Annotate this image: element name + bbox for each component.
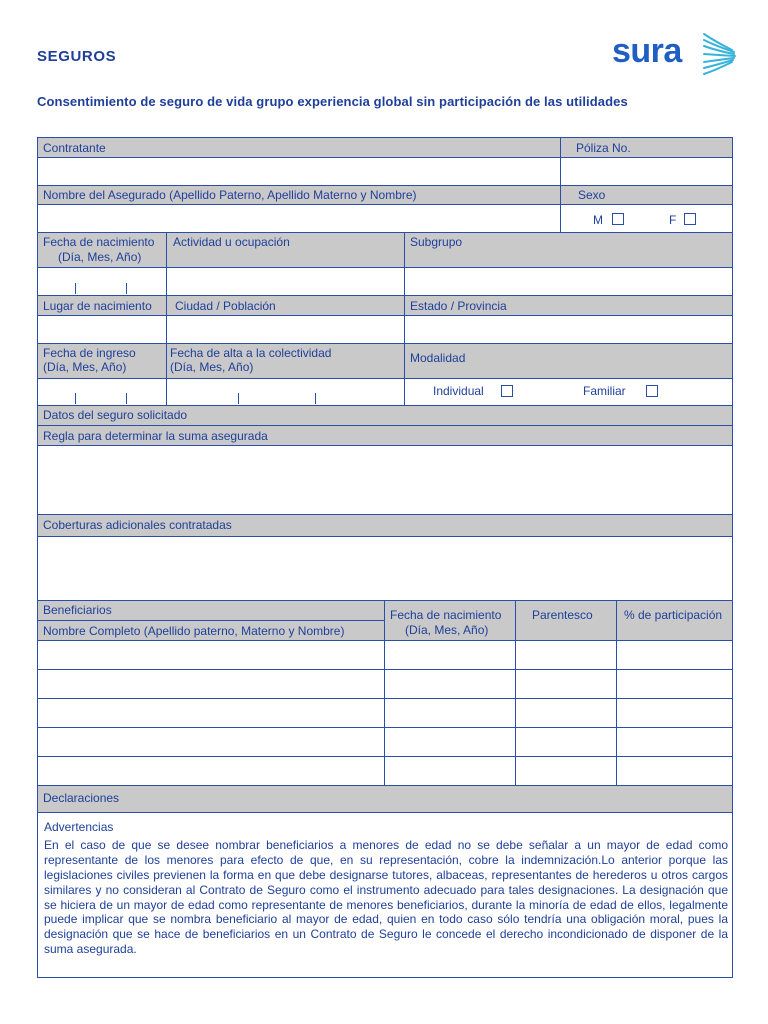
beneficiarios-label: Beneficiarios xyxy=(43,603,112,617)
ben-fecha-label: Fecha de nacimiento xyxy=(390,608,502,622)
estado-label: Estado / Provincia xyxy=(410,299,507,313)
header-band xyxy=(38,785,732,812)
brand-label: SEGUROS xyxy=(37,48,117,65)
fecha-ingreso-format: (Día, Mes, Año) xyxy=(43,360,127,374)
modalidad-label: Modalidad xyxy=(410,351,466,365)
sura-logo xyxy=(612,30,736,80)
advertencias-section xyxy=(44,820,728,957)
actividad-label: Actividad u ocupación xyxy=(173,235,290,249)
poliza-label: Póliza No. xyxy=(576,141,631,155)
fecha-alta-label: Fecha de alta a la colectividad xyxy=(170,346,332,360)
sexo-f-checkbox[interactable] xyxy=(684,213,696,225)
advertencias-text: En el caso de que se desee nombrar beneficiarios a menores de edad no se debe señalar a un mayor de edad como representante de los menores para efecto de que, en su representación, cobre la indemnización.Lo anterior porque las legislaciones civiles previenen la forma en que debe designarse tutores, albaceas, representantes de herederos u otros cargos similares y no consideran al Contrato de Seguro como el instrumento adecuado para tales designaciones. La designación que se hiciera de un mayor de edad como representante de menores beneficiarios, durante la minoría de edad de ellos, legalmente puede implicar que se nombra beneficiario al mayor de edad, quien en todo caso sólo tendría una obligación moral, pues la designación que se hace de beneficiarios en un Contrato de Seguro le concede el derecho incondicionado de disponer de la suma asegurada. xyxy=(44,837,728,957)
fecha-alta-format: (Día, Mes, Año) xyxy=(170,360,254,374)
sexo-label: Sexo xyxy=(578,188,606,202)
declaraciones-label: Declaraciones xyxy=(43,791,120,805)
participacion-label: % de participación xyxy=(624,608,723,622)
fecha-nacimiento-label: Fecha de nacimiento xyxy=(43,235,155,249)
individual-label: Individual xyxy=(433,384,484,398)
asegurado-name-label: Nombre del Asegurado (Apellido Paterno, Apellido Materno y Nombre) xyxy=(43,188,417,202)
logo-wordmark: sura xyxy=(612,32,682,70)
nombre-completo-label: Nombre Completo (Apellido paterno, Materno y Nombre) xyxy=(43,624,345,638)
datos-seguro-label: Datos del seguro solicitado xyxy=(43,408,188,422)
sexo-f-label: F xyxy=(669,213,677,227)
logo-wing-icon xyxy=(702,32,736,78)
parentesco-label: Parentesco xyxy=(532,608,593,622)
sexo-m-checkbox[interactable] xyxy=(612,213,624,225)
advertencias-title: Advertencias xyxy=(44,820,114,834)
ciudad-label: Ciudad / Población xyxy=(175,299,276,313)
familiar-checkbox[interactable] xyxy=(646,385,658,397)
coberturas-label: Coberturas adicionales contratadas xyxy=(43,518,232,532)
regla-suma-label: Regla para determinar la suma asegurada xyxy=(43,429,268,443)
document-title: Consentimiento de seguro de vida grupo experiencia global sin participación de las utilidades xyxy=(37,94,628,109)
fecha-ingreso-label: Fecha de ingreso xyxy=(43,346,136,360)
sexo-m-label: M xyxy=(593,213,603,227)
fecha-nacimiento-format: (Día, Mes, Año) xyxy=(58,250,142,264)
lugar-nacimiento-label: Lugar de nacimiento xyxy=(43,299,152,313)
ben-fecha-format: (Día, Mes, Año) xyxy=(405,623,489,637)
contratante-label: Contratante xyxy=(43,141,106,155)
familiar-label: Familiar xyxy=(583,384,626,398)
header-band xyxy=(38,343,732,378)
individual-checkbox[interactable] xyxy=(501,385,513,397)
subgrupo-label: Subgrupo xyxy=(410,235,463,249)
consent-form xyxy=(37,137,733,978)
